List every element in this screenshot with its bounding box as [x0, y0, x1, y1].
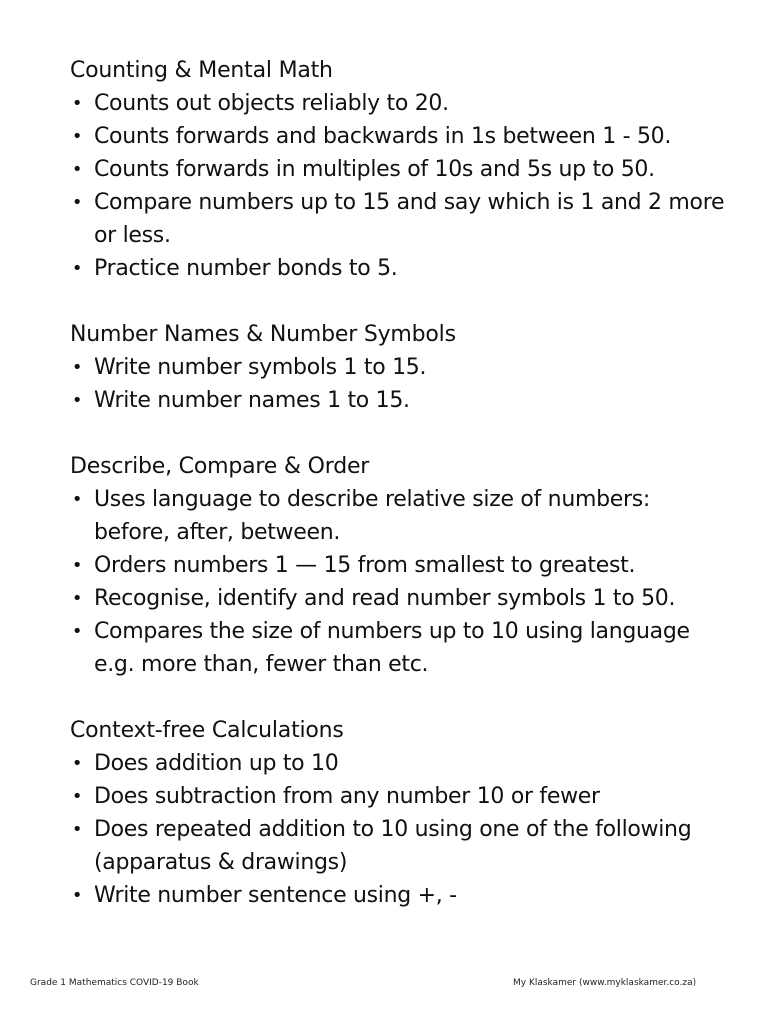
bullet-icon: •	[71, 489, 83, 510]
list-item: • Compares the size of numbers up to 10 using language e.g. more than, fewer than etc.	[70, 615, 730, 681]
list-item: • Recognise, identify and read number symbols 1 to 50.	[70, 582, 730, 615]
section-counting-mental-math	[70, 54, 730, 285]
section-heading: Context-free Calculations	[70, 718, 344, 743]
bullet-icon: •	[71, 786, 83, 807]
bullet-icon: •	[71, 819, 83, 840]
list-item: • Counts forwards in multiples of 10s and 5s up to 50.	[70, 153, 730, 186]
list-item: • Counts forwards and backwards in 1s between 1 - 50.	[70, 120, 730, 153]
section-heading: Describe, Compare & Order	[70, 454, 370, 479]
item-list	[70, 87, 730, 285]
list-item: • Does addition up to 10	[70, 747, 730, 780]
footer-site-credit: My Klaskamer (www.myklaskamer.co.za)	[513, 978, 697, 988]
list-item: • Does repeated addition to 10 using one of the following (apparatus & drawings)	[70, 813, 730, 879]
list-item: • Practice number bonds to 5.	[70, 252, 730, 285]
bullet-icon: •	[71, 159, 83, 180]
list-item: • Write number names 1 to 15.	[70, 384, 730, 417]
footer-book-title: Grade 1 Mathematics COVID-19 Book	[30, 978, 199, 988]
list-item: • Uses language to describe relative size of numbers: before, after, between.	[70, 483, 730, 549]
bullet-icon: •	[71, 357, 83, 378]
document-page	[70, 54, 730, 912]
list-item: • Counts out objects reliably to 20.	[70, 87, 730, 120]
bullet-icon: •	[71, 192, 83, 213]
section-heading: Number Names & Number Symbols	[70, 322, 456, 347]
bullet-icon: •	[71, 390, 83, 411]
bullet-icon: •	[71, 93, 83, 114]
section-describe-compare-order	[70, 450, 730, 681]
list-item: • Does subtraction from any number 10 or fewer	[70, 780, 730, 813]
bullet-icon: •	[71, 753, 83, 774]
bullet-icon: •	[71, 588, 83, 609]
bullet-icon: •	[71, 126, 83, 147]
list-item: • Orders numbers 1 — 15 from smallest to greatest.	[70, 549, 730, 582]
section-number-names-symbols	[70, 318, 730, 417]
list-item: • Compare numbers up to 15 and say which is 1 and 2 more or less.	[70, 186, 730, 252]
section-context-free-calculations	[70, 714, 730, 912]
bullet-icon: •	[71, 258, 83, 279]
bullet-icon: •	[71, 885, 83, 906]
item-list	[70, 351, 730, 417]
list-item: • Write number sentence using +, -	[70, 879, 730, 912]
section-heading: Counting & Mental Math	[70, 58, 333, 83]
list-item: • Write number symbols 1 to 15.	[70, 351, 730, 384]
bullet-icon: •	[71, 555, 83, 576]
item-list	[70, 483, 730, 681]
bullet-icon: •	[71, 621, 83, 642]
item-list	[70, 747, 730, 912]
